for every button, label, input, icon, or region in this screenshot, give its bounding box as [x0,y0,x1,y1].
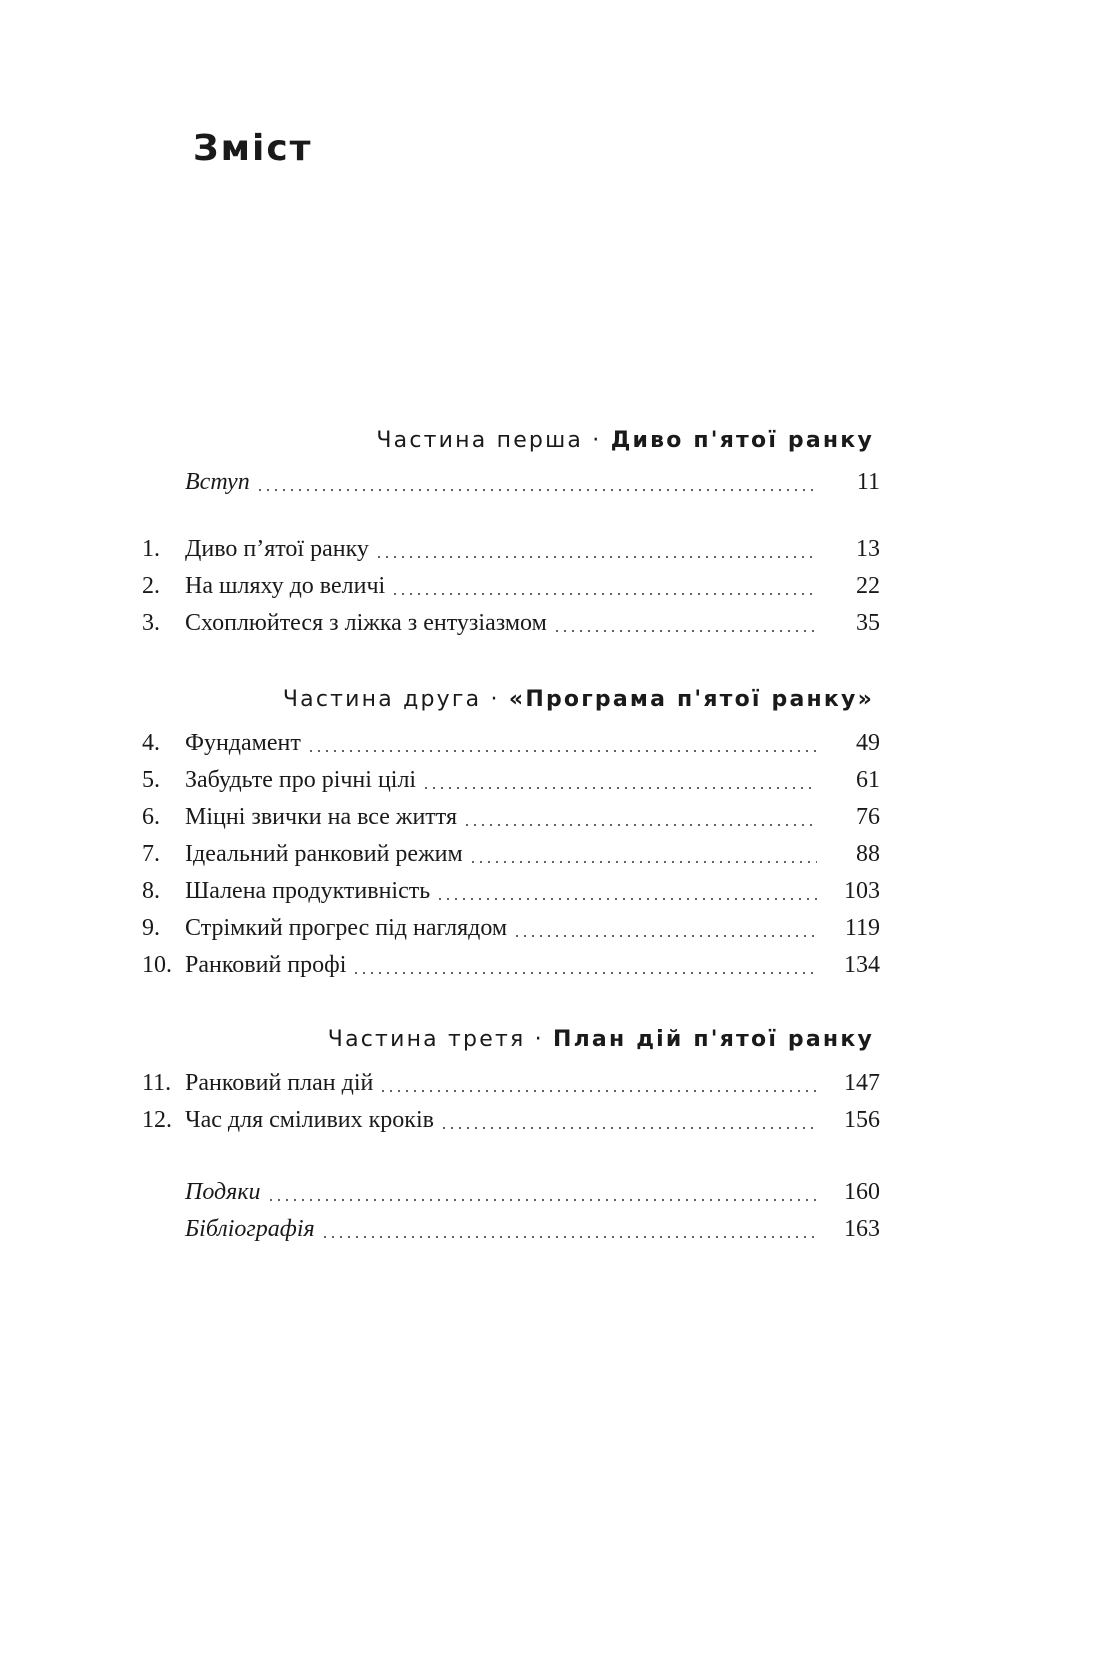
entry-page-number: 76 [856,804,880,830]
dot-leader [440,1127,817,1129]
entry-page-number: 156 [844,1107,880,1133]
toc-entry-6[interactable] [140,801,880,833]
entry-title: Схоплюйтеся з ліжка з ентузіазмом [185,607,553,639]
entry-page-number: 163 [844,1216,880,1242]
entry-page-number: 134 [844,952,880,978]
entry-page-number: 35 [856,610,880,636]
part-title: Диво п'ятої ранку [610,428,874,453]
entry-number: 11. [142,1070,172,1096]
toc-entry-8[interactable] [140,875,880,907]
entry-title: Ідеальний ранковий режим [185,838,469,870]
entry-title: Шалена продуктивність [185,875,436,907]
toc-entry-intro[interactable] [140,466,880,498]
entry-number: 4. [142,730,160,756]
dot-leader [513,935,817,937]
entry-number: 9. [142,915,160,941]
entry-title: Фундамент [185,727,307,759]
part-title: «Програма п'ятої ранку» [508,687,874,712]
entry-page-number: 103 [844,878,880,904]
dot-leader [379,1090,817,1092]
entry-number: 3. [142,610,160,636]
dot-leader [375,556,817,558]
toc-entry-12[interactable] [140,1104,880,1136]
entry-page-number: 13 [856,536,880,562]
dot-leader [436,898,817,900]
toc-entry-5[interactable] [140,764,880,796]
dot-leader [469,861,817,863]
part-heading-3 [140,1023,874,1057]
entry-number: 5. [142,767,160,793]
dot-leader [391,593,817,595]
toc-entry-7[interactable] [140,838,880,870]
entry-title: Ранковий профі [185,949,352,981]
dot-leader [352,972,817,974]
toc-entry-2[interactable] [140,570,880,602]
entry-title: Стрімкий прогрес під наглядом [185,912,513,944]
dot-leader [553,630,817,632]
entry-page-number: 11 [856,469,880,495]
entry-title: Забудьте про річні цілі [185,764,422,796]
dot-leader [256,489,817,491]
dot-leader [422,787,817,789]
entry-number: 10. [142,952,172,978]
part-heading-2 [140,683,874,717]
toc-entry-bibliography[interactable] [140,1213,880,1245]
entry-title: Міцні звички на все життя [185,801,463,833]
entry-page-number: 147 [844,1070,880,1096]
part-prefix: Частина друга · [282,687,509,712]
part-heading-1 [140,424,874,458]
entry-page-number: 160 [844,1179,880,1205]
page-title: Зміст [193,128,313,169]
part-prefix: Частина перша · [376,428,611,453]
entry-title: Подяки [185,1176,267,1208]
toc-entry-3[interactable] [140,607,880,639]
entry-title: Час для сміливих кроків [185,1104,440,1136]
toc-entry-acknowledgements[interactable] [140,1176,880,1208]
entry-number: 2. [142,573,160,599]
entry-page-number: 61 [856,767,880,793]
dot-leader [321,1236,817,1238]
toc-entry-1[interactable] [140,533,880,565]
toc-entry-4[interactable] [140,727,880,759]
entry-title: Вступ [185,466,256,498]
entry-page-number: 49 [856,730,880,756]
entry-title: На шляху до величі [185,570,391,602]
part-prefix: Частина третя · [327,1027,553,1052]
toc-entry-10[interactable] [140,949,880,981]
entry-page-number: 88 [856,841,880,867]
entry-number: 8. [142,878,160,904]
part-title: План дій п'ятої ранку [552,1027,874,1052]
dot-leader [307,750,817,752]
dot-leader [463,824,817,826]
dot-leader [267,1199,817,1201]
entry-number: 7. [142,841,160,867]
entry-page-number: 22 [856,573,880,599]
toc-entry-11[interactable] [140,1067,880,1099]
entry-number: 12. [142,1107,172,1133]
entry-title: Ранковий план дій [185,1067,379,1099]
entry-title: Диво п’ятої ранку [185,533,375,565]
entry-number: 1. [142,536,160,562]
entry-page-number: 119 [844,915,880,941]
entry-title: Бібліографія [185,1213,321,1245]
toc-entry-9[interactable] [140,912,880,944]
entry-number: 6. [142,804,160,830]
